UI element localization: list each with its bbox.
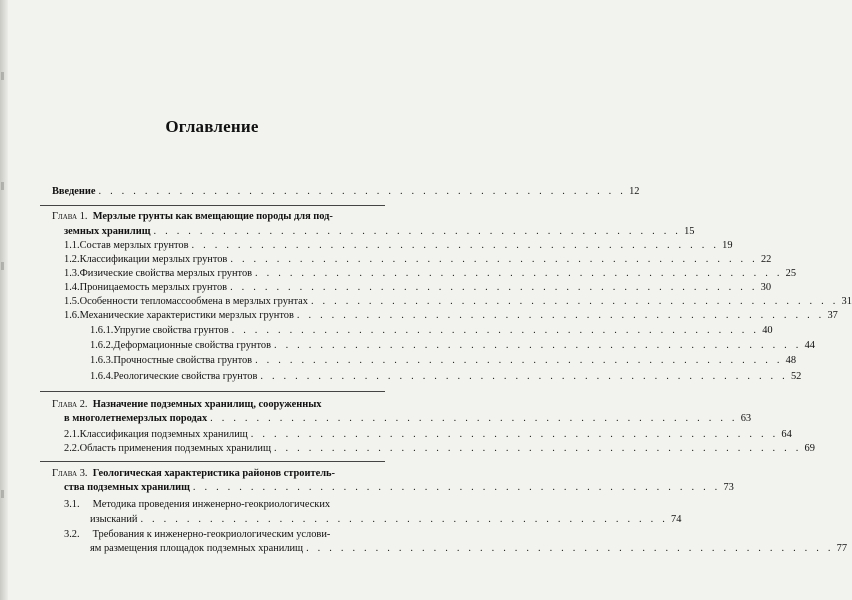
toc-page-number: 44 [804, 340, 815, 351]
leader-dots: . . . . . . . . . . . . . . . . . . . . . . . . . . . . . . . . . . . . . . . . . . . . . . [296, 310, 825, 321]
chapter-prefix: Глава 2. [52, 399, 88, 410]
section-number: 1.6.4. [90, 371, 114, 382]
chapter2-title-line1[interactable] [52, 399, 322, 411]
toc-page-number: 48 [785, 355, 797, 366]
toc-page-number: 12 [629, 186, 640, 197]
toc-subsection-1-6-1[interactable] [90, 325, 773, 337]
toc-section-1-2[interactable] [64, 254, 772, 266]
section-label: Прочностные свойства грунтов [113, 355, 253, 366]
section-label: Состав мерзлых грунтов [79, 240, 189, 251]
chapter1-title-line2[interactable] [64, 226, 695, 238]
divider [40, 461, 385, 462]
toc-section-1-4[interactable] [64, 282, 772, 294]
section-number: 1.6. [64, 310, 80, 321]
leader-dots: . . . . . . . . . . . . . . . . . . . . . . . . . . . . . . . . . . . . . . . . . . . . . . [260, 371, 788, 382]
leader-dots: . . . . . . . . . . . . . . . . . . . . . . . . . . . . . . . . . . . . . . . . . . . . . . [153, 226, 682, 237]
section-label: Требования к инженерно-геокриологическим услови- [92, 529, 331, 540]
leader-dots: . . . . . . . . . . . . . . . . . . . . . . . . . . . . . . . . . . . . . . . . . . . . . . [210, 413, 738, 424]
chapter-prefix: Глава 3. [52, 468, 88, 479]
chapter2-title-line2[interactable] [64, 413, 752, 425]
leader-dots: . . . . . . . . . . . . . . . . . . . . . . . . . . . . . . . . . . . . . . . . . . . . . . [306, 543, 834, 554]
toc-page-number: 77 [836, 543, 848, 554]
chapter3-title-line1[interactable] [52, 468, 335, 480]
leader-dots: . . . . . . . . . . . . . . . . . . . . . . . . . . . . . . . . . . . . . . . . . . . . . . [192, 482, 721, 493]
chapter-title-text: в многолетнемерзлых породах [64, 413, 208, 424]
divider [40, 205, 385, 206]
section-number: 1.2. [64, 254, 80, 265]
leader-dots: . . . . . . . . . . . . . . . . . . . . . . . . . . . . . . . . . . . . . . . . . . . . . . [273, 340, 802, 351]
section-label: Физические свойства мерзлых грунтов [79, 268, 253, 279]
toc-section-3-2-line1[interactable] [64, 529, 330, 541]
section-number: 1.3. [64, 268, 80, 279]
section-label: Классификации мерзлых грунтов [79, 254, 228, 265]
toc-page-number: 19 [722, 240, 733, 251]
section-number: 2.2. [64, 443, 80, 454]
section-number: 2.1. [64, 429, 80, 440]
toc-page-number: 30 [760, 282, 772, 293]
toc-section-1-6[interactable] [64, 310, 838, 322]
chapter1-title-line1[interactable] [52, 211, 333, 223]
leader-dots: . . . . . . . . . . . . . . . . . . . . . . . . . . . . . . . . . . . . . . . . . . . . . . [255, 355, 783, 366]
page-edge-shadow [0, 0, 8, 600]
toc-section-3-2-line2[interactable] [90, 543, 848, 555]
divider [40, 391, 385, 392]
toc-section-1-5[interactable] [64, 296, 852, 308]
toc-page-number: 64 [781, 429, 792, 440]
toc-page-number: 73 [723, 482, 734, 493]
chapter-title-text: земных хранилищ [64, 226, 151, 237]
toc-section-2-1[interactable] [64, 429, 792, 441]
leader-dots: . . . . . . . . . . . . . . . . . . . . . . . . . . . . . . . . . . . . . . . . . . . . . . [310, 296, 839, 307]
toc-page-number: 52 [790, 371, 802, 382]
section-label: Область применения подземных хранилищ [79, 443, 271, 454]
leader-dots: . . . . . . . . . . . . . . . . . . . . . . . . . . . . . . . . . . . . . . . . . . . . . . [250, 429, 779, 440]
chapter-title-text: ства подземных хранилищ [64, 482, 190, 493]
leader-dots: . . . . . . . . . . . . . . . . . . . . . . . . . . . . . . . . . . . . . . . . . . . . . . [191, 240, 720, 251]
leader-dots: . . . . . . . . . . . . . . . . . . . . . . . . . . . . . . . . . . . . . . . . . . . . . . [231, 325, 760, 336]
section-label: Реологические свойства грунтов [113, 371, 258, 382]
toc-page-number: 69 [804, 443, 815, 454]
section-label: Проницаемость мерзлых грунтов [79, 282, 228, 293]
toc-section-1-3[interactable] [64, 268, 797, 280]
toc-page-number: 63 [740, 413, 752, 424]
section-number: 1.6.1. [90, 325, 114, 336]
leader-dots: . . . . . . . . . . . . . . . . . . . . . . . . . . . . . . . . . . . . . . . . . . . . . . [230, 282, 758, 293]
section-label: ям размещения площадок подземных хранилищ [90, 543, 304, 554]
section-label: Классификация подземных хранилищ [79, 429, 248, 440]
toc-intro-label: Введение [52, 186, 96, 197]
section-number: 3.1. [64, 499, 80, 510]
leader-dots: . . . . . . . . . . . . . . . . . . . . . . . . . . . . . . . . . . . . . . . . . . . . . . [140, 514, 669, 525]
toc-page-number: 22 [760, 254, 772, 265]
section-number: 1.6.3. [90, 355, 114, 366]
section-number: 1.4. [64, 282, 80, 293]
chapter-title-text: Назначение подземных хранилищ, сооруженных [92, 399, 322, 410]
page-title: Оглавление [165, 117, 259, 136]
page-edge-mark [1, 262, 4, 270]
toc-page-number: 37 [827, 310, 838, 321]
toc-page-number: 40 [762, 325, 773, 336]
chapter3-title-line2[interactable] [64, 482, 734, 494]
toc-section-1-1[interactable] [64, 240, 733, 252]
section-label: изысканий [90, 514, 138, 525]
section-label: Методика проведения инженерно-геокриологических [92, 499, 331, 510]
section-label: Особенности тепломассообмена в мерзлых грунтах [79, 296, 308, 307]
page-edge-mark [1, 490, 4, 498]
toc-page-number: 31 [841, 296, 852, 307]
leader-dots: . . . . . . . . . . . . . . . . . . . . . . . . . . . . . . . . . . . . . . . . . . . . . . [273, 443, 802, 454]
leader-dots: . . . . . . . . . . . . . . . . . . . . . . . . . . . . . . . . . . . . . . . . . . . . . . [230, 254, 758, 265]
page-edge-mark [1, 72, 4, 80]
toc-intro[interactable] [52, 186, 640, 198]
section-number: 1.6.2. [90, 340, 114, 351]
toc-section-2-2[interactable] [64, 443, 815, 455]
toc-page-number: 74 [671, 514, 682, 525]
toc-subsection-1-6-4[interactable] [90, 371, 802, 383]
section-number: 1.1. [64, 240, 80, 251]
page-edge-mark [1, 182, 4, 190]
toc-page-number: 15 [684, 226, 695, 237]
section-number: 3.2. [64, 529, 80, 540]
section-label: Упругие свойства грунтов [113, 325, 229, 336]
toc-subsection-1-6-3[interactable] [90, 355, 797, 367]
chapter-title-text: Мерзлые грунты как вмещающие породы для под- [92, 211, 333, 222]
leader-dots: . . . . . . . . . . . . . . . . . . . . . . . . . . . . . . . . . . . . . . . . . . . . . . [255, 268, 783, 279]
section-label: Деформационные свойства грунтов [113, 340, 271, 351]
chapter-title-text: Геологическая характеристика районов строитель- [92, 468, 335, 479]
section-number: 1.5. [64, 296, 80, 307]
toc-section-3-1-line2[interactable] [90, 514, 682, 526]
toc-subsection-1-6-2[interactable] [90, 340, 815, 352]
section-label: Механические характеристики мерзлых грунтов [79, 310, 294, 321]
leader-dots: . . . . . . . . . . . . . . . . . . . . . . . . . . . . . . . . . . . . . . . . . . . . . . [98, 186, 627, 197]
toc-page-number: 25 [785, 268, 797, 279]
toc-section-3-1-line1[interactable] [64, 499, 330, 511]
chapter-prefix: Глава 1. [52, 211, 88, 222]
